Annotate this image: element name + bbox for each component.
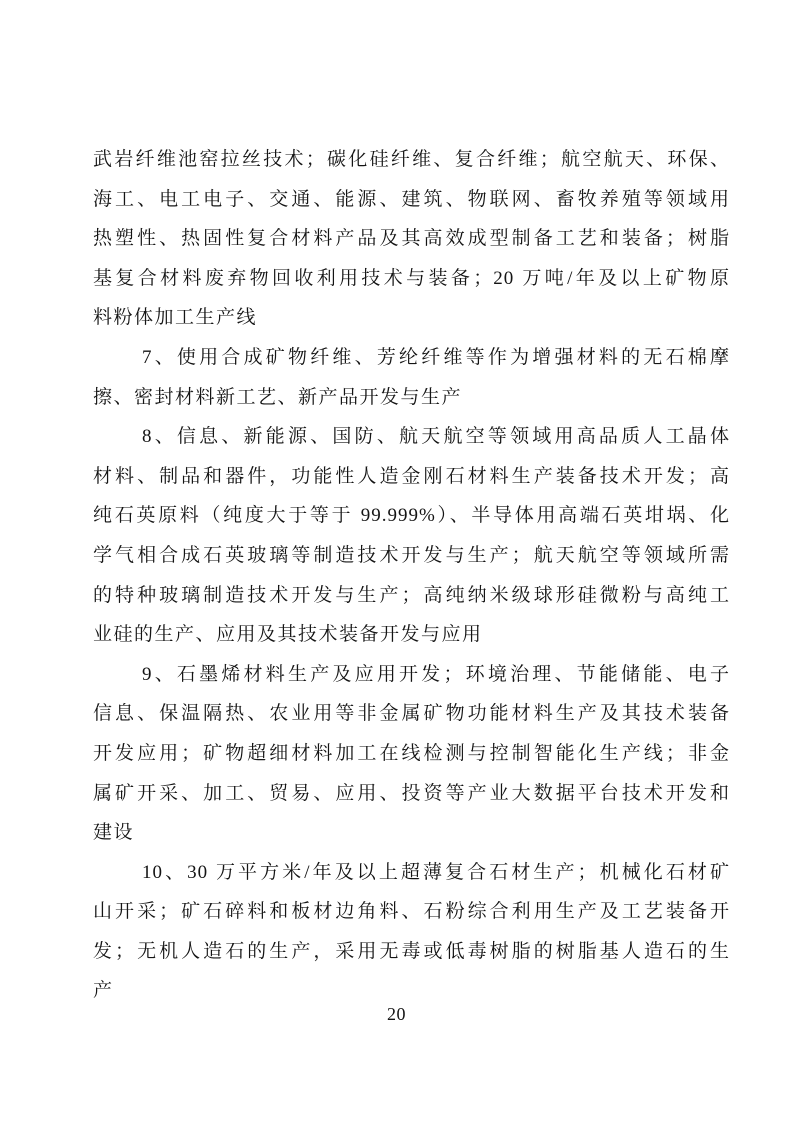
text-line: 业硅的生产、应用及其技术装备开发与应用	[93, 624, 483, 646]
text-line: 8、信息、新能源、国防、航天航空等领域用高品质人工晶体	[142, 426, 730, 448]
paragraph-item-6-continuation	[93, 140, 730, 338]
text-line: 学气相合成石英玻璃等制造技术开发与生产；航天航空等领域所需	[93, 544, 730, 566]
text-line: 材料、制品和器件，功能性人造金刚石材料生产装备技术开发；高	[93, 465, 730, 487]
text-line: 纯石英原料（纯度大于等于 99.999%）、半导体用高端石英坩埚、化	[93, 505, 730, 527]
text-line: 武岩纤维池窑拉丝技术；碳化硅纤维、复合纤维；航空航天、环保、	[93, 149, 730, 170]
text-line: 基复合材料废弃物回收利用技术与装备；20 万吨/年及以上矿物原	[93, 267, 730, 289]
page-number: 20	[387, 1004, 406, 1024]
text-line: 信息、保温隔热、农业用等非金属矿物功能材料生产及其技术装备	[93, 703, 730, 725]
paragraph-item-7	[93, 338, 730, 417]
document-body	[93, 140, 730, 1011]
text-line: 山开采；矿石碎料和板材边角料、石粉综合利用生产及工艺装备开	[93, 901, 730, 923]
paragraph-item-9	[93, 655, 730, 853]
text-line: 建设	[93, 822, 135, 844]
text-line: 7、使用合成矿物纤维、芳纶纤维等作为增强材料的无石棉摩	[142, 346, 730, 368]
text-line: 发；无机人造石的生产，采用无毒或低毒树脂的树脂基人造石的生	[93, 940, 730, 962]
text-line: 料粉体加工生产线	[93, 307, 258, 329]
text-line: 开发应用；矿物超细材料加工在线检测与控制智能化生产线；非金	[93, 742, 730, 764]
text-line: 的特种玻璃制造技术开发与生产；高纯纳米级球形硅微粉与高纯工	[93, 584, 730, 606]
text-line: 产	[93, 980, 114, 1002]
text-line: 属矿开采、加工、贸易、应用、投资等产业大数据平台技术开发和	[93, 782, 730, 804]
text-line: 海工、电工电子、交通、能源、建筑、物联网、畜牧养殖等领域用	[93, 188, 730, 210]
paragraph-item-8	[93, 417, 730, 655]
paragraph-item-10	[93, 853, 730, 1011]
text-line: 热塑性、热固性复合材料产品及其高效成型制备工艺和装备；树脂	[93, 228, 730, 250]
text-line: 擦、密封材料新工艺、新产品开发与生产	[93, 386, 463, 408]
text-line: 10、30 万平方米/年及以上超薄复合石材生产；机械化石材矿	[142, 861, 730, 883]
text-line: 9、石墨烯材料生产及应用开发；环境治理、节能储能、电子	[142, 663, 730, 685]
